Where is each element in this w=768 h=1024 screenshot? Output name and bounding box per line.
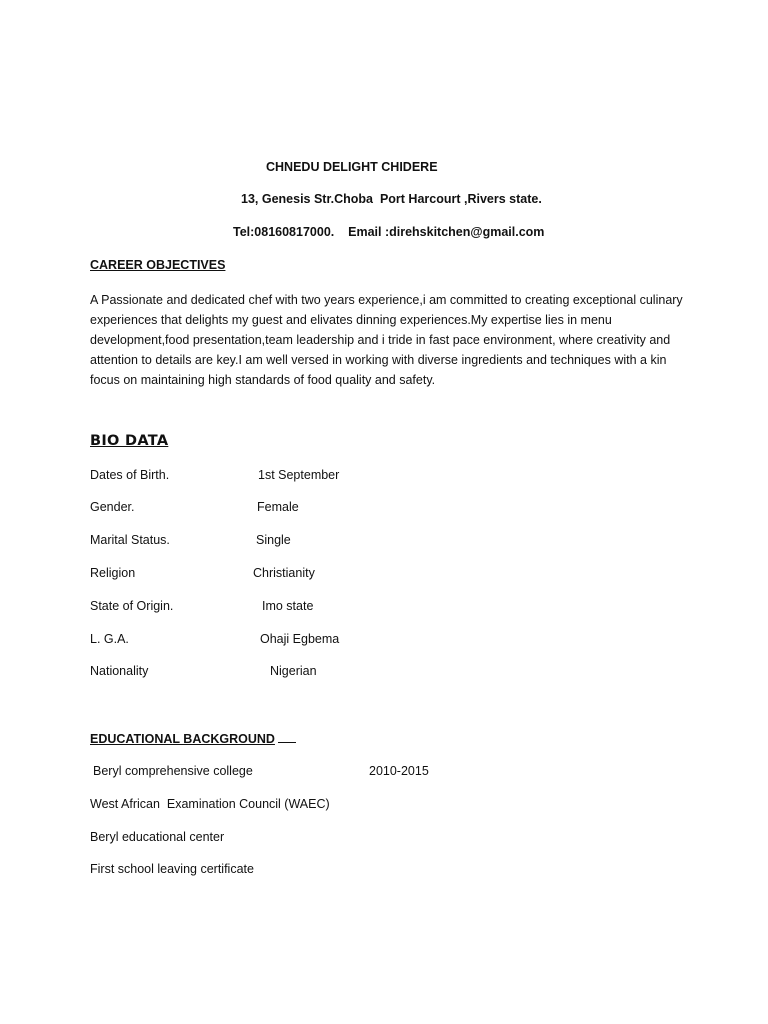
applicant-contact: Tel:08160817000. Email :direhskitchen@gmail.com bbox=[233, 225, 545, 239]
bio-data-heading: BIO DATA bbox=[90, 433, 169, 449]
education-years-1: 2010-2015 bbox=[369, 764, 429, 778]
bio-value-dob: 1st September bbox=[258, 468, 340, 482]
career-objectives-text: A Passionate and dedicated chef with two years experience,i am committed to creating exceptional culinary experiences that delights my guest and elivates dinning experiences.My expertise lies in menu development,food presentation,team leadership and i tride in fast pace environment, where creativity and attention to details are key.I am well versed in working with diverse ingredients and techniques with a kin focus on maintaining high standards of food quality and safety. bbox=[90, 293, 683, 387]
bio-value-marital-status: Single bbox=[256, 533, 291, 547]
bio-label-gender: Gender. bbox=[90, 500, 135, 514]
applicant-address: 13, Genesis Str.Choba Port Harcourt ,Rivers state. bbox=[241, 192, 542, 206]
education-heading bbox=[90, 731, 296, 746]
bio-value-nationality: Nigerian bbox=[270, 664, 317, 678]
education-certificate-2: First school leaving certificate bbox=[90, 862, 254, 876]
education-school-1: Beryl comprehensive college bbox=[93, 764, 253, 778]
bio-label-religion: Religion bbox=[90, 566, 136, 580]
education-heading-text: EDUCATIONAL BACKGROUND bbox=[90, 732, 275, 746]
bio-value-religion: Christianity bbox=[253, 566, 315, 580]
bio-label-state-of-origin: State of Origin. bbox=[90, 599, 174, 613]
bio-value-state-of-origin: Imo state bbox=[262, 599, 314, 613]
career-objectives-heading: CAREER OBJECTIVES bbox=[90, 258, 226, 272]
bio-value-lga: Ohaji Egbema bbox=[260, 632, 340, 646]
bio-label-marital-status: Marital Status. bbox=[90, 533, 170, 547]
applicant-name: CHNEDU DELIGHT CHIDERE bbox=[266, 160, 438, 174]
bio-value-gender: Female bbox=[257, 500, 299, 514]
bio-label-dob: Dates of Birth. bbox=[90, 468, 170, 482]
bio-label-lga: L. G.A. bbox=[90, 632, 129, 646]
education-heading-underline bbox=[278, 731, 296, 743]
bio-label-nationality: Nationality bbox=[90, 664, 149, 678]
education-school-2: Beryl educational center bbox=[90, 830, 225, 844]
education-certificate-1: West African Examination Council (WAEC) bbox=[90, 797, 330, 811]
